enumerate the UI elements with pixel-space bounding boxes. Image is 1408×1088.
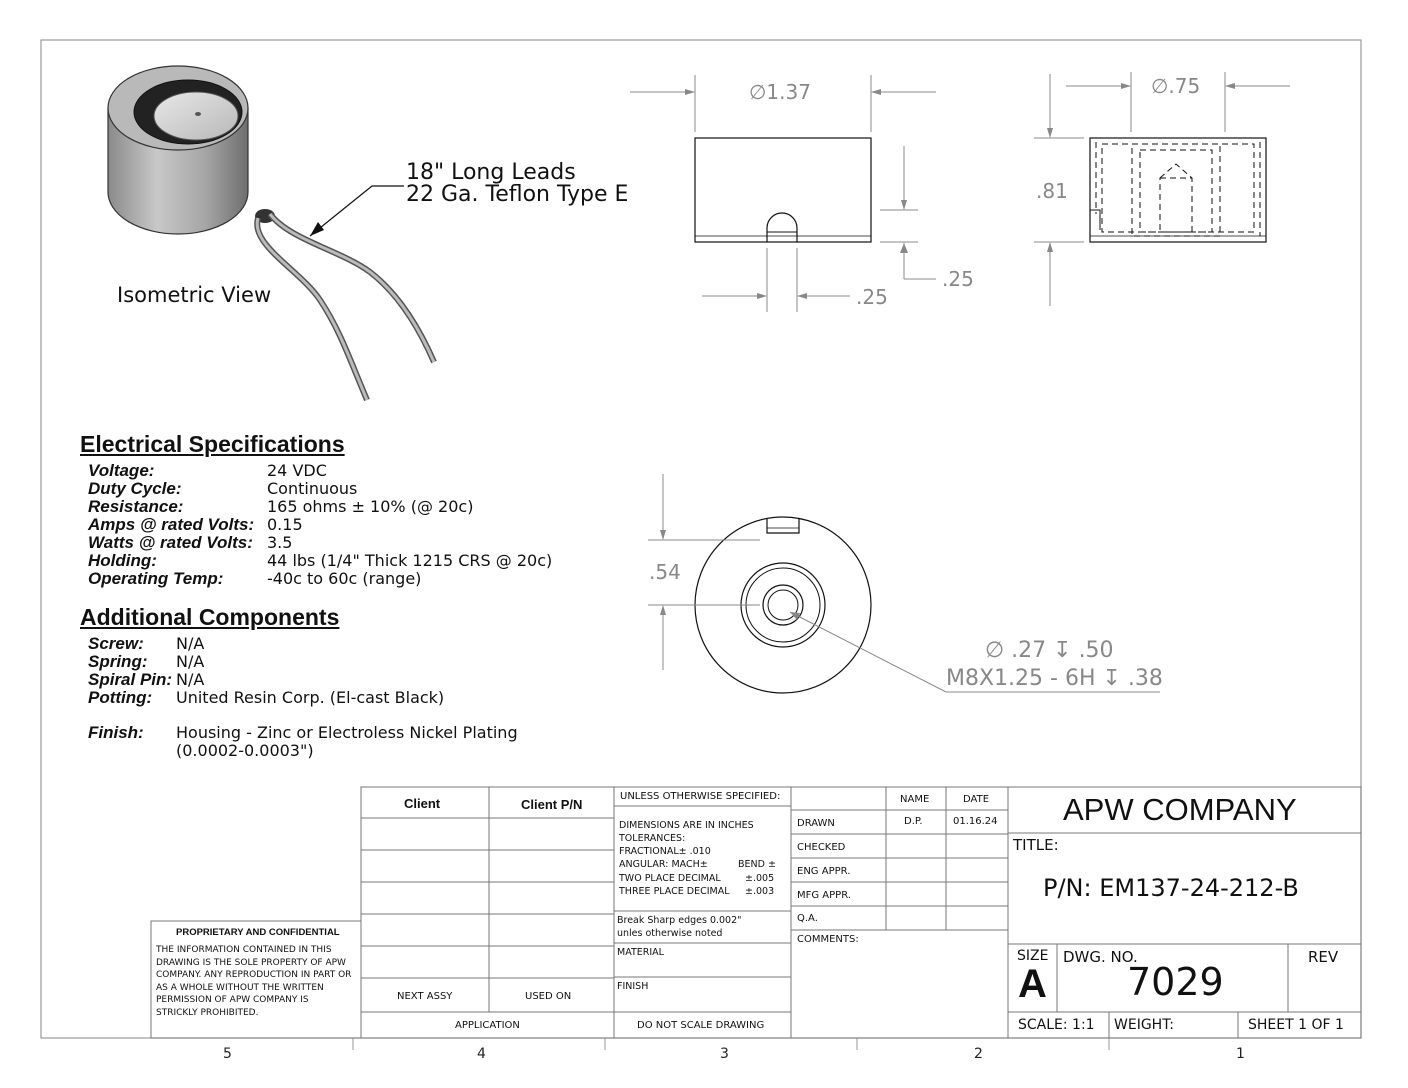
isometric-view (108, 66, 434, 400)
tol-line6b: ±.003 (745, 886, 775, 897)
component-label: Potting: (88, 688, 153, 707)
title-label: TITLE: (1013, 836, 1059, 854)
size-value: A (1018, 962, 1047, 1006)
electrical-spec-label: Duty Cycle: (88, 479, 182, 498)
electrical-spec-label: Amps @ rated Volts: (88, 515, 255, 534)
electrical-spec-value: 24 VDC (267, 461, 327, 480)
part-number: P/N: EM137-24-212-B (1043, 874, 1299, 902)
name-header: NAME (900, 794, 930, 805)
zone-5: 5 (223, 1046, 232, 1062)
tol-line4b: BEND ± (738, 859, 776, 870)
electrical-spec-value: Continuous (267, 479, 358, 498)
hole-callout-line2: M8X1.25 - 6H ↧ .38 (946, 666, 1163, 691)
component-value: N/A (176, 670, 205, 689)
component-value: United Resin Corp. (El-cast Black) (176, 688, 445, 707)
electrical-spec-value: 0.15 (267, 515, 303, 534)
electrical-spec-label: Voltage: (88, 461, 155, 480)
lead-note-line2: 22 Ga. Teflon Type E (406, 182, 629, 207)
component-label: Spiral Pin: (88, 670, 173, 689)
finish-label: Finish: (88, 723, 144, 742)
material-label: MATERIAL (617, 947, 664, 958)
components-heading: Additional Components (80, 604, 340, 630)
next-assy-label: NEXT ASSY (397, 991, 453, 1002)
diameter-symbol: ∅ (749, 80, 767, 104)
unless-specified: UNLESS OTHERWISE SPECIFIED: (620, 791, 781, 802)
front-width-dim: .25 (856, 285, 888, 309)
component-label: Spring: (88, 652, 148, 671)
drawn-label: DRAWN (797, 818, 835, 829)
component-value: N/A (176, 652, 205, 671)
electrical-spec-label: Holding: (88, 551, 157, 570)
break-edges-line1: Break Sharp edges 0.002" (617, 915, 742, 926)
electrical-spec-value: 44 lbs (1/4" Thick 1215 CRS @ 20c) (267, 551, 553, 570)
front-depth-dim: .25 (942, 267, 974, 291)
date-header: DATE (963, 794, 990, 805)
electrical-spec-label: Operating Temp: (88, 569, 224, 588)
electrical-heading: Electrical Specifications (80, 431, 345, 457)
dwg-no-label: DWG. NO. (1063, 948, 1138, 966)
finish-field-label: FINISH (617, 981, 649, 992)
finish-line1: Housing - Zinc or Electroless Nickel Plating (176, 723, 518, 742)
qa-label: Q.A. (797, 913, 818, 924)
scale-label: SCALE: 1:1 (1018, 1017, 1095, 1033)
company-name: APW COMPANY (1063, 792, 1297, 827)
zone-1: 1 (1236, 1046, 1245, 1062)
size-label: SIZE (1017, 948, 1049, 964)
tol-line4a: ANGULAR: MACH± (619, 859, 708, 870)
zone-2: 2 (974, 1046, 983, 1062)
checked-label: CHECKED (797, 842, 846, 853)
comments-label: COMMENTS: (797, 934, 859, 945)
zone-4: 4 (477, 1046, 486, 1062)
electrical-spec-value: -40c to 60c (range) (267, 569, 422, 588)
tol-line3: FRACTIONAL± .010 (619, 846, 711, 857)
mfg-appr-label: MFG APPR. (797, 890, 851, 901)
drawn-date: 01.16.24 (953, 816, 998, 827)
tol-line1: DIMENSIONS ARE IN INCHES (619, 820, 754, 831)
zone-ticks (353, 1038, 1109, 1050)
eng-appr-label: ENG APPR. (797, 866, 851, 877)
tol-line2: TOLERANCES: (619, 833, 686, 844)
electrical-spec-label: Watts @ rated Volts: (88, 533, 253, 552)
tol-line6a: THREE PLACE DECIMAL (619, 886, 730, 897)
finish-line2: (0.0002-0.0003") (176, 741, 314, 760)
dwg-no-value: 7029 (1127, 960, 1224, 1004)
sheet-label: SHEET 1 OF 1 (1248, 1017, 1344, 1033)
client-pn-header: Client P/N (521, 797, 583, 812)
application-label: APPLICATION (455, 1020, 520, 1031)
client-header: Client (404, 796, 441, 811)
proprietary-body: THE INFORMATION CONTAINED IN THIS DRAWING IS THE SOLE PROPERTY OF APW COMPANY. ANY REPRODUCTION IN PART OR AS A WHOLE WITHOUT THE WRITTEN PERMISSION OF APW COMPANY IS STRICKLY PROHIBITED. (156, 945, 352, 1018)
side-height-dim: .81 (1036, 179, 1068, 203)
tol-line5b: ±.005 (745, 873, 775, 884)
front-dia-dim: ∅1.37 (749, 80, 811, 104)
hole-callout-line1: ∅ .27 ↧ .50 (985, 638, 1114, 663)
do-not-scale: DO NOT SCALE DRAWING (637, 1020, 765, 1031)
drawn-name: D.P. (904, 816, 923, 827)
component-value: N/A (176, 634, 205, 653)
proprietary-title: PROPRIETARY AND CONFIDENTIAL (176, 927, 340, 938)
front-view (630, 75, 936, 312)
side-view (1034, 72, 1290, 306)
tol-line5a: TWO PLACE DECIMAL (619, 873, 721, 884)
electrical-spec-label: Resistance: (88, 497, 184, 516)
side-dia-dim: ∅.75 (1151, 74, 1201, 98)
weight-label: WEIGHT: (1114, 1017, 1174, 1033)
component-label: Screw: (88, 634, 144, 653)
electrical-spec-value: 3.5 (267, 533, 293, 552)
electrical-spec-value: 165 ohms ± 10% (@ 20c) (267, 497, 474, 516)
isometric-label: Isometric View (117, 283, 272, 307)
diameter-symbol: ∅ (1151, 74, 1169, 98)
rev-label: REV (1308, 948, 1339, 966)
lead-note-line1: 18" Long Leads (406, 160, 576, 185)
break-edges-line2: unles otherwise noted (617, 928, 723, 939)
bottom-offset-dim: .54 (649, 560, 681, 584)
used-on-label: USED ON (525, 991, 572, 1002)
zone-3: 3 (720, 1046, 729, 1062)
